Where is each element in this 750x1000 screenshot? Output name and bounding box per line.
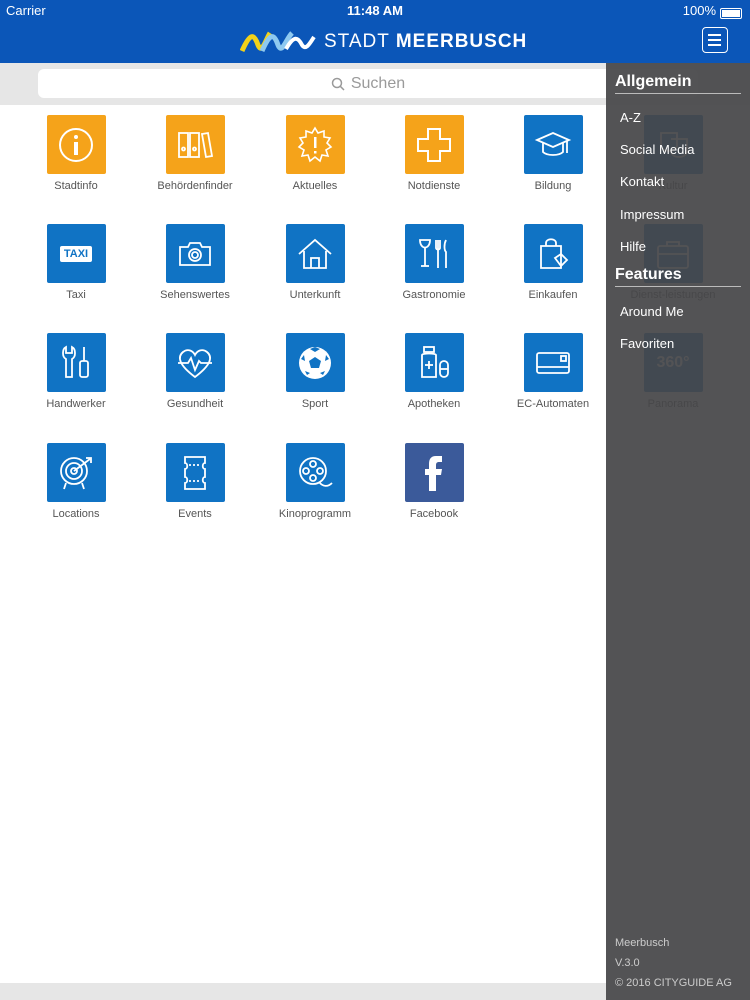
search-input[interactable] <box>38 69 698 98</box>
search-icon <box>331 77 345 91</box>
footer-version: V.3.0 <box>615 957 640 969</box>
city-name: STADT MEERBUSCH <box>324 31 528 52</box>
menu-item-favoriten[interactable]: Favoriten <box>620 336 675 351</box>
soccer-ball-icon <box>286 333 345 392</box>
tile-events[interactable]: Events <box>135 433 255 520</box>
heart-pulse-icon <box>166 333 225 392</box>
wave-logo-icon <box>240 29 316 55</box>
tile-aktuelles[interactable]: Aktuelles <box>255 105 375 192</box>
medicine-icon <box>405 333 464 392</box>
tile-kinoprogramm[interactable]: Kinoprogramm <box>255 433 375 520</box>
binders-icon <box>166 115 225 174</box>
tile-sehenswertes[interactable]: Sehenswertes <box>135 214 255 301</box>
carrier-label: Carrier <box>6 3 46 18</box>
tile-sport[interactable]: Sport <box>255 323 375 410</box>
menu-item-around-me[interactable]: Around Me <box>620 304 684 319</box>
menu-item-a-z[interactable]: A-Z <box>620 110 641 125</box>
header-bar <box>0 20 750 63</box>
tile-handwerker[interactable]: Handwerker <box>16 323 136 410</box>
tile-einkaufen[interactable]: Einkaufen <box>493 214 613 301</box>
menu-item-hilfe[interactable]: Hilfe <box>620 239 647 254</box>
tile-gesundheit[interactable]: Gesundheit <box>135 323 255 410</box>
menu-item-social-media[interactable]: Social Media <box>620 142 695 157</box>
side-menu-panel <box>606 63 750 1000</box>
tile-taxi[interactable]: TAXI Taxi <box>16 214 136 301</box>
tile-stadtinfo[interactable]: Stadtinfo <box>16 105 136 192</box>
footer-copyright: © 2016 CITYGUIDE AG <box>615 977 732 989</box>
bottom-bar <box>0 983 606 1000</box>
tile-locations[interactable]: Locations <box>16 433 136 520</box>
city-logo <box>240 28 527 56</box>
graduation-cap-icon <box>524 115 583 174</box>
tile-notdienste[interactable]: Notdienste <box>374 105 494 192</box>
taxi-sign: TAXI <box>60 246 92 262</box>
clock: 11:48 AM <box>347 3 403 18</box>
menu-item-kontakt[interactable]: Kontakt <box>620 174 665 189</box>
house-icon <box>286 224 345 283</box>
film-reel-icon <box>286 443 345 502</box>
battery-percent: 100% <box>682 3 716 18</box>
battery-indicator <box>683 3 742 18</box>
facebook-icon <box>405 443 464 502</box>
tile-facebook[interactable]: Facebook <box>374 433 494 520</box>
tools-icon <box>47 333 106 392</box>
card-icon <box>524 333 583 392</box>
target-icon <box>47 443 106 502</box>
menu-section-allgemein: Allgemein <box>615 73 741 94</box>
info-icon <box>47 115 106 174</box>
ticket-icon <box>166 443 225 502</box>
tile-ec-automaten[interactable]: EC-Automaten <box>493 323 613 410</box>
menu-button[interactable] <box>702 27 728 53</box>
tile-behoerdenfinder[interactable]: Behördenfinder <box>135 105 255 192</box>
menu-section-features: Features <box>615 266 741 287</box>
status-bar <box>0 0 750 20</box>
wine-cutlery-icon <box>405 224 464 283</box>
tile-bildung[interactable]: Bildung <box>493 105 613 192</box>
shopping-bag-icon <box>524 224 583 283</box>
cross-icon <box>405 115 464 174</box>
tile-apotheken[interactable]: Apotheken <box>374 323 494 410</box>
footer-app-name: Meerbusch <box>615 937 670 949</box>
tile-unterkunft[interactable]: Unterkunft <box>255 214 375 301</box>
taxi-icon <box>47 224 106 283</box>
exclamation-badge-icon <box>286 115 345 174</box>
battery-icon <box>720 8 742 19</box>
camera-icon <box>166 224 225 283</box>
tile-gastronomie[interactable]: Gastronomie <box>374 214 494 301</box>
menu-item-impressum[interactable]: Impressum <box>620 207 685 222</box>
search-placeholder: Suchen <box>350 74 406 92</box>
